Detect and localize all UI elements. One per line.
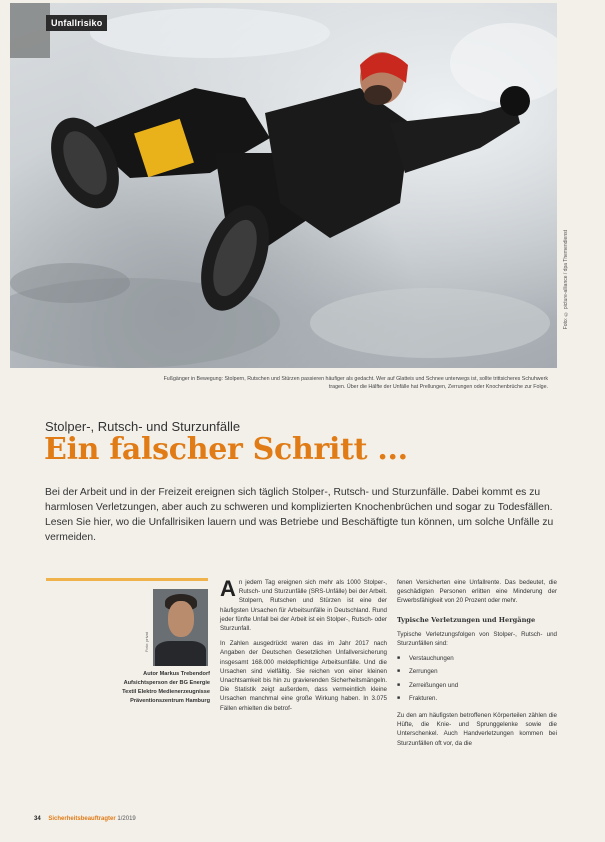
section-tag: Unfallrisiko — [46, 15, 107, 31]
magazine-name: Sicherheitsbeauftragter — [48, 816, 116, 822]
page-footer — [34, 816, 136, 822]
author-portrait — [153, 589, 208, 666]
article-headline: Ein falscher Schritt ... — [44, 432, 408, 467]
author-org: Textil Elektro Medienerzeugnisse — [122, 689, 210, 695]
drop-cap: A — [220, 576, 236, 601]
paragraph: In Zahlen ausgedrückt waren das im Jahr 2017 nach Angaben der Deutschen Gesetzlichen Unfallversicherung insgesamt 168.000 meldepflichtige Arbeitsunfälle. Und die Ursachen sind vielfältig. Sie reichen von einer kleinen Unachtsamkeit bis hin zu gravierenden Sicherheitsmängeln. Die Statistik zeigt außerdem, dass vermeintlich kleine Ursachen manchmal eine große Wirkung haben. In 3.075 Fällen erhielten die betrof- — [220, 640, 387, 712]
list-item: ■ Verstauchungen — [397, 654, 557, 663]
list-item: ■ Frakturen. — [397, 694, 557, 703]
hero-photo-man-slipping-on-ice — [10, 3, 557, 368]
paragraph: Typische Verletzungsfolgen von Stolper-, Rutsch- und Sturzunfällen sind: — [397, 630, 557, 648]
article-column-1 — [220, 578, 387, 719]
article-column-2 — [397, 578, 557, 754]
portrait-credit: Foto: privat — [144, 632, 149, 653]
photo-credit: Foto: © picture-alliance / dpa Themendienst — [563, 230, 569, 330]
paragraph: Zu den am häufigsten betroffenen Körperteilen zählen die Hüfte, die Knie- und Sprunggelenke sowie die Unterschenkel. Auch Handverletzungen kommen bei Sturzunfällen oft vor, da die — [397, 712, 557, 747]
author-name: Autor Markus Trebendorf — [143, 671, 210, 677]
injury-list — [397, 654, 557, 703]
issue-number: 1/2019 — [117, 816, 136, 822]
author-role: Aufsichtsperson der BG Energie — [123, 680, 210, 686]
paragraph: An jedem Tag ereignen sich mehr als 1000 Stolper-, Rutsch- und Sturzunfälle (SRS-Unfälle) bei der Arbeit. Stolpern, Rutschen und Stürzen ist eine der häufigsten Ursachen für Arbeitsunfälle in Deutschland. Rund jeder fünfte Unfall bei der Arbeit ist ein Stolper-, Rutsch- oder Sturzunfall. — [220, 576, 387, 633]
photo-illustration — [10, 3, 557, 368]
photo-caption: Fußgänger in Bewegung: Stolpern, Rutschen und Stürzen passieren häufiger als gedacht. Wer auf Glatteis und Schnee unterwegs ist, sollte trittsicheres Schuhwerk tragen. Über die Hälfte der Unfälle hat Prellungen, Zerrungen oder Knochenbrüche zur Folge. — [163, 376, 548, 390]
article-kicker: Stolper-, Rutsch- und Sturzunfälle — [45, 419, 241, 434]
paragraph: fenen Versicherten eine Unfallrente. Das bedeutet, die geschädigten Personen erlitten eine Minderung der Erwerbsfähigkeit von 20 Prozent oder mehr. — [397, 579, 557, 605]
page-number: 34 — [34, 816, 41, 822]
subheading: Typische Verletzungen und Hergänge — [397, 615, 536, 624]
list-item: ■ Zerreißungen und — [397, 681, 557, 690]
author-location: Präventionszentrum Hamburg — [130, 698, 210, 704]
article-lead: Bei der Arbeit und in der Freizeit ereignen sich täglich Stolper-, Rutsch- und Sturzunfälle. Dabei kommt es zu harmlosen Verletzungen, aber auch zu schweren und komplizierten Knochenbrüchen und sogar zu Todesfällen. Lesen Sie hier, wo die Unfallrisiken lauern und was Betriebe und Beschäftigte tun können, um solche Unfälle zu vermeiden. — [45, 487, 554, 543]
author-box-rule — [46, 578, 208, 581]
author-info — [60, 670, 210, 706]
list-item: ■ Zerrungen — [397, 667, 557, 676]
